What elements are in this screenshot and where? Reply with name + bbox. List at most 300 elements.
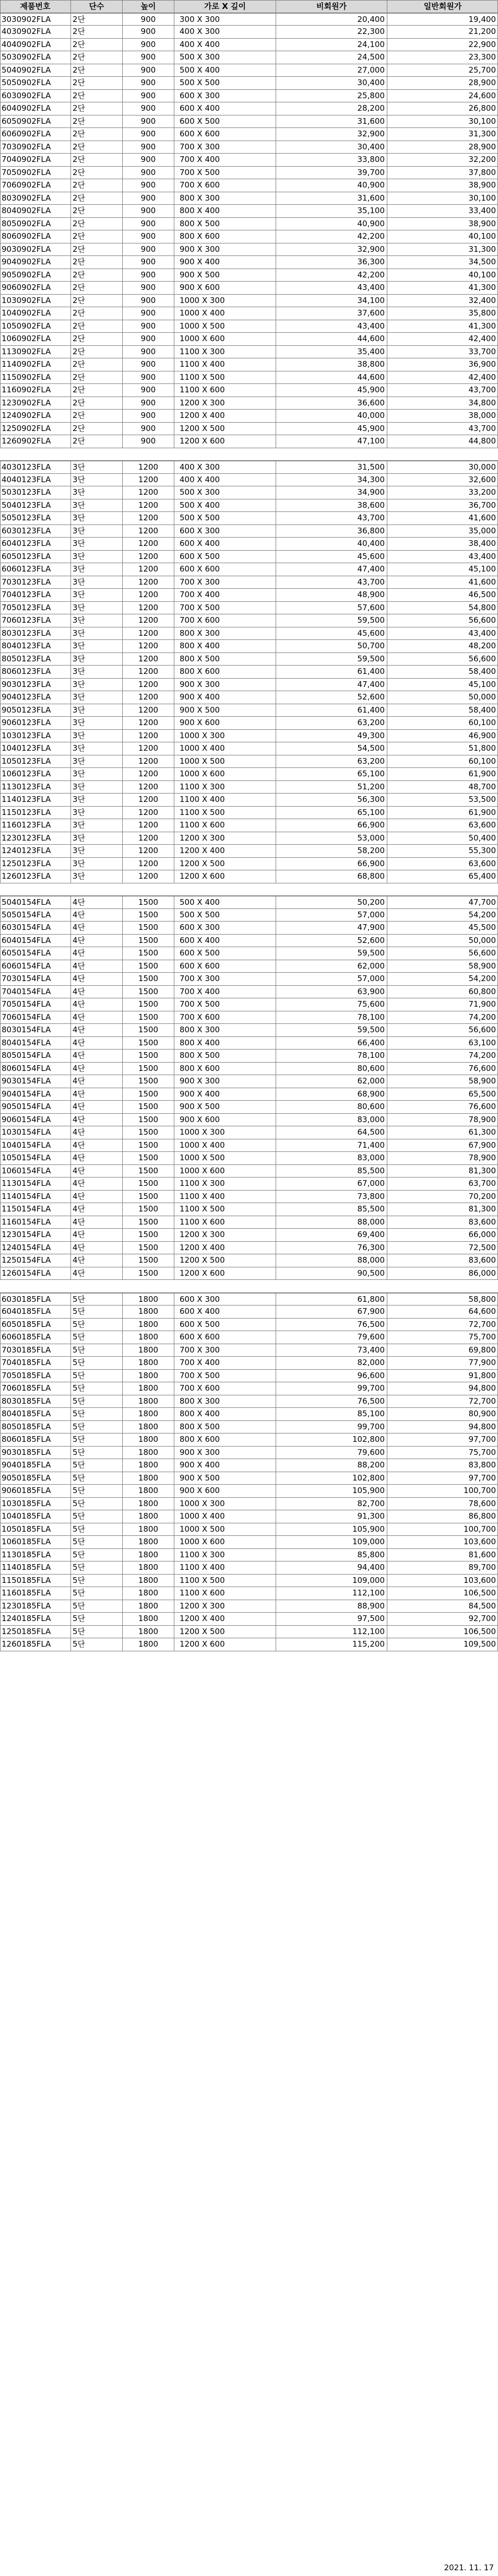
cell-product-code: 8030902FLA [2, 193, 51, 203]
cell-member-price: 25,700 [468, 65, 496, 75]
cell-nonmember-price: 64,500 [357, 1127, 385, 1137]
cell-size: 1200 X 500 [180, 1255, 225, 1265]
cell-size: 1000 X 600 [180, 1537, 225, 1546]
cell-tier: 3단 [73, 654, 86, 663]
cell-height: 900 [140, 206, 156, 215]
cell-height: 900 [140, 103, 156, 113]
grid-line [0, 614, 1, 627]
table-row [0, 474, 498, 487]
cell-size: 1000 X 300 [180, 1127, 225, 1137]
cell-size: 1000 X 400 [180, 1511, 225, 1521]
cell-member-price: 106,500 [463, 1588, 496, 1598]
table-row [0, 230, 498, 243]
cell-product-code: 1160154FLA [2, 1217, 51, 1227]
cell-member-price: 46,900 [468, 730, 496, 740]
cell-tier: 3단 [73, 628, 86, 638]
cell-member-price: 48,700 [468, 782, 496, 791]
cell-member-price: 76,600 [468, 1063, 496, 1073]
grid-line [70, 1395, 71, 1408]
grid-line [122, 486, 123, 499]
cell-tier: 5단 [73, 1307, 86, 1316]
cell-member-price: 75,700 [468, 1447, 496, 1457]
cell-tier: 5단 [73, 1575, 86, 1585]
cell-product-code: 8040123FLA [2, 641, 51, 650]
cell-size: 1200 X 300 [180, 1601, 225, 1611]
grid-line [122, 371, 123, 384]
cell-size: 800 X 600 [180, 667, 220, 676]
cell-product-code: 1030902FLA [2, 295, 51, 305]
cell-height: 1800 [138, 1383, 159, 1393]
cell-nonmember-price: 97,500 [357, 1614, 385, 1623]
grid-line [70, 512, 71, 524]
cell-height: 1200 [138, 577, 159, 587]
table-row [0, 384, 498, 397]
cell-nonmember-price: 24,500 [357, 52, 385, 62]
table-row [0, 26, 498, 39]
grid-line [70, 1561, 71, 1574]
cell-size: 700 X 400 [180, 590, 220, 599]
table-header [0, 0, 498, 13]
grid-line [0, 1357, 1, 1369]
grid-line [122, 704, 123, 717]
grid-line [122, 1165, 123, 1178]
grid-line [0, 256, 1, 269]
cell-tier: 5단 [73, 1524, 86, 1534]
cell-nonmember-price: 76,500 [357, 1396, 385, 1406]
cell-size: 1200 X 300 [180, 833, 225, 843]
grid-line [122, 115, 123, 128]
cell-height: 900 [140, 372, 156, 382]
grid-line [70, 295, 71, 307]
cell-tier: 5단 [73, 1639, 86, 1649]
cell-member-price: 46,500 [468, 590, 496, 599]
cell-tier: 3단 [73, 692, 86, 702]
header-tier: 단수 [89, 2, 104, 11]
cell-tier: 2단 [73, 14, 86, 24]
cell-product-code: 7040154FLA [2, 986, 51, 996]
cell-product-code: 9060902FLA [2, 283, 51, 292]
cell-size: 900 X 300 [180, 1076, 220, 1086]
grid-line [70, 1498, 71, 1510]
cell-size: 1200 X 500 [180, 423, 225, 433]
grid-line [70, 781, 71, 794]
grid-line [70, 563, 71, 576]
cell-nonmember-price: 83,000 [357, 1114, 385, 1124]
cell-member-price: 51,800 [468, 743, 496, 753]
cell-nonmember-price: 34,100 [357, 295, 385, 305]
table-row [0, 486, 498, 499]
cell-tier: 4단 [73, 1153, 86, 1162]
cell-size: 1100 X 300 [180, 782, 225, 791]
cell-size: 800 X 500 [180, 1051, 220, 1060]
cell-product-code: 6040123FLA [2, 539, 51, 548]
cell-member-price: 44,800 [468, 436, 496, 446]
cell-tier: 2단 [73, 346, 86, 356]
cell-size: 1200 X 400 [180, 1614, 225, 1623]
grid-line [0, 230, 1, 243]
cell-member-price: 58,800 [468, 1294, 496, 1304]
grid-line [0, 1561, 1, 1574]
cell-size: 500 X 400 [180, 897, 220, 907]
cell-tier: 2단 [73, 65, 86, 75]
grid-line [122, 256, 123, 269]
cell-height: 1500 [138, 961, 159, 971]
table-row [0, 551, 498, 564]
cell-member-price: 21,200 [468, 27, 496, 36]
cell-height: 1200 [138, 641, 159, 650]
cell-size: 1200 X 500 [180, 1626, 225, 1636]
cell-member-price: 56,600 [468, 615, 496, 625]
grid-line [70, 947, 71, 960]
grid-line [122, 935, 123, 947]
table-row [0, 1587, 498, 1600]
grid-line [122, 563, 123, 576]
grid-line [70, 998, 71, 1011]
cell-member-price: 58,900 [468, 961, 496, 971]
cell-size: 900 X 600 [180, 1114, 220, 1124]
cell-tier: 4단 [73, 999, 86, 1009]
table-row [0, 154, 498, 167]
table-row [0, 870, 498, 883]
table-row [0, 1421, 498, 1434]
grid-line [0, 435, 1, 448]
cell-nonmember-price: 85,500 [357, 1165, 385, 1175]
grid-line [70, 896, 71, 908]
cell-size: 1000 X 500 [180, 321, 225, 331]
cell-nonmember-price: 47,900 [357, 923, 385, 932]
grid-line [122, 1050, 123, 1062]
grid-line [0, 1638, 1, 1651]
cell-tier: 5단 [73, 1447, 86, 1457]
cell-member-price: 35,800 [468, 308, 496, 318]
cell-size: 400 X 300 [180, 27, 220, 36]
cell-member-price: 56,600 [468, 654, 496, 663]
cell-tier: 2단 [73, 90, 86, 100]
cell-product-code: 1150185FLA [2, 1575, 51, 1585]
grid-line [70, 1344, 71, 1357]
cell-nonmember-price: 51,200 [357, 782, 385, 791]
cell-nonmember-price: 59,500 [357, 615, 385, 625]
grid-line [70, 1063, 71, 1075]
cell-nonmember-price: 112,100 [352, 1588, 385, 1598]
table-row [0, 371, 498, 384]
cell-member-price: 36,700 [468, 500, 496, 510]
cell-member-price: 89,700 [468, 1563, 496, 1572]
table-row [0, 614, 498, 627]
table-row [0, 13, 498, 26]
cell-member-price: 76,600 [468, 1102, 496, 1111]
cell-member-price: 35,000 [468, 526, 496, 535]
cell-tier: 5단 [73, 1345, 86, 1355]
cell-height: 1500 [138, 897, 159, 907]
cell-tier: 3단 [73, 795, 86, 804]
cell-tier: 4단 [73, 1114, 86, 1124]
grid-line [0, 1203, 1, 1216]
cell-height: 1800 [138, 1447, 159, 1457]
cell-tier: 5단 [73, 1588, 86, 1598]
table-row [0, 1433, 498, 1447]
cell-nonmember-price: 67,900 [357, 1307, 385, 1316]
grid-line [0, 1139, 1, 1152]
cell-nonmember-price: 88,000 [357, 1255, 385, 1265]
cell-tier: 3단 [73, 833, 86, 843]
grid-line [0, 410, 1, 422]
grid-line [70, 1203, 71, 1216]
cell-tier: 5단 [73, 1473, 86, 1483]
cell-product-code: 9040154FLA [2, 1089, 51, 1099]
cell-member-price: 84,500 [468, 1601, 496, 1611]
grid-line [70, 1587, 71, 1600]
cell-height: 900 [140, 218, 156, 228]
cell-nonmember-price: 49,300 [357, 730, 385, 740]
grid-line [70, 755, 71, 768]
table-row [0, 1050, 498, 1063]
cell-tier: 5단 [73, 1396, 86, 1406]
grid-line [122, 64, 123, 77]
grid-line [70, 371, 71, 384]
grid-line [70, 1510, 71, 1523]
cell-nonmember-price: 56,300 [357, 795, 385, 804]
cell-product-code: 1140185FLA [2, 1563, 51, 1572]
cell-height: 1200 [138, 807, 159, 817]
grid-line [0, 167, 1, 179]
cell-tier: 2단 [73, 295, 86, 305]
grid-line [122, 717, 123, 729]
cell-member-price: 54,200 [468, 974, 496, 983]
cell-product-code: 1130185FLA [2, 1549, 51, 1559]
grid-line [0, 423, 1, 435]
table-row [0, 986, 498, 999]
cell-size: 500 X 300 [180, 487, 220, 497]
grid-line [70, 423, 71, 435]
cell-product-code: 9050902FLA [2, 270, 51, 279]
grid-line [70, 1050, 71, 1062]
cell-product-code: 1140902FLA [2, 359, 51, 369]
table-row [0, 1063, 498, 1076]
cell-height: 1800 [138, 1614, 159, 1623]
cell-height: 1800 [138, 1435, 159, 1444]
cell-size: 900 X 500 [180, 1102, 220, 1111]
cell-height: 1800 [138, 1460, 159, 1470]
cell-height: 1200 [138, 846, 159, 855]
cell-tier: 2단 [73, 321, 86, 331]
cell-tier: 4단 [73, 974, 86, 983]
cell-size: 800 X 400 [180, 1038, 220, 1047]
cell-size: 1100 X 500 [180, 1575, 225, 1585]
grid-line [122, 640, 123, 652]
grid-line [122, 167, 123, 179]
cell-height: 1200 [138, 833, 159, 843]
cell-nonmember-price: 66,900 [357, 820, 385, 830]
cell-product-code: 8060154FLA [2, 1063, 51, 1073]
grid-line [0, 1536, 1, 1548]
table-row [0, 653, 498, 666]
table-row [0, 1459, 498, 1472]
cell-height: 900 [140, 78, 156, 87]
grid-line [122, 1421, 123, 1433]
cell-tier: 3단 [73, 500, 86, 510]
grid-line [122, 1498, 123, 1510]
cell-size: 400 X 400 [180, 474, 220, 484]
cell-member-price: 70,200 [468, 1191, 496, 1201]
grid-line [70, 154, 71, 166]
cell-size: 700 X 600 [180, 615, 220, 625]
cell-product-code: 6050154FLA [2, 948, 51, 958]
grid-line [122, 1254, 123, 1267]
cell-size: 1100 X 400 [180, 1563, 225, 1572]
cell-product-code: 4030902FLA [2, 27, 51, 36]
cell-product-code: 1230123FLA [2, 833, 51, 843]
cell-height: 900 [140, 39, 156, 49]
cell-nonmember-price: 35,400 [357, 346, 385, 356]
grid-line [70, 935, 71, 947]
grid-line [0, 307, 1, 320]
cell-product-code: 1050185FLA [2, 1524, 51, 1534]
cell-product-code: 9050185FLA [2, 1473, 51, 1483]
cell-height: 1200 [138, 730, 159, 740]
grid-line [70, 1267, 71, 1280]
grid-line [122, 1561, 123, 1574]
grid-line [0, 1050, 1, 1062]
cell-product-code: 6050902FLA [2, 116, 51, 126]
grid-line [122, 1, 123, 13]
cell-size: 600 X 400 [180, 103, 220, 113]
cell-size: 800 X 300 [180, 193, 220, 203]
cell-product-code: 9060123FLA [2, 718, 51, 727]
cell-height: 1200 [138, 679, 159, 689]
cell-nonmember-price: 63,900 [357, 986, 385, 996]
cell-nonmember-price: 35,100 [357, 206, 385, 215]
cell-height: 900 [140, 308, 156, 318]
cell-nonmember-price: 45,900 [357, 423, 385, 433]
cell-nonmember-price: 75,600 [357, 999, 385, 1009]
cell-tier: 3단 [73, 820, 86, 830]
grid-line [70, 358, 71, 371]
cell-tier: 2단 [73, 193, 86, 203]
cell-size: 1100 X 400 [180, 1191, 225, 1201]
grid-line [0, 1229, 1, 1241]
cell-height: 1500 [138, 1242, 159, 1252]
cell-product-code: 7030154FLA [2, 974, 51, 983]
grid-line [70, 819, 71, 832]
cell-size: 500 X 500 [180, 513, 220, 522]
cell-nonmember-price: 38,600 [357, 500, 385, 510]
cell-height: 1800 [138, 1396, 159, 1406]
cell-product-code: 1040154FLA [2, 1140, 51, 1150]
cell-product-code: 7060123FLA [2, 615, 51, 625]
cell-product-code: 1150154FLA [2, 1204, 51, 1214]
cell-tier: 5단 [73, 1319, 86, 1329]
table-row [0, 320, 498, 333]
grid-line [122, 1191, 123, 1203]
cell-product-code: 6030154FLA [2, 923, 51, 932]
grid-line [122, 730, 123, 742]
cell-product-code: 1050154FLA [2, 1153, 51, 1162]
grid-line [122, 1549, 123, 1561]
grid-line [0, 512, 1, 524]
grid-line [122, 1306, 123, 1318]
cell-nonmember-price: 34,900 [357, 487, 385, 497]
cell-height: 900 [140, 270, 156, 279]
grid-line [70, 1037, 71, 1050]
cell-size: 600 X 500 [180, 948, 220, 958]
cell-product-code: 8040154FLA [2, 1038, 51, 1047]
cell-height: 1500 [138, 974, 159, 983]
cell-tier: 2단 [73, 334, 86, 343]
cell-member-price: 19,400 [468, 14, 496, 24]
grid-line [122, 1472, 123, 1485]
cell-nonmember-price: 67,000 [357, 1179, 385, 1188]
grid-line [70, 807, 71, 819]
grid-line [0, 909, 1, 922]
cell-height: 900 [140, 14, 156, 24]
grid-line [0, 90, 1, 102]
cell-member-price: 40,100 [468, 231, 496, 241]
grid-line [0, 461, 1, 473]
grid-line [70, 1152, 71, 1164]
cell-nonmember-price: 34,300 [357, 474, 385, 484]
grid-line [0, 1498, 1, 1510]
table-row [0, 781, 498, 794]
cell-height: 1500 [138, 1025, 159, 1034]
grid-line [70, 486, 71, 499]
cell-product-code: 1140123FLA [2, 795, 51, 804]
grid-line [122, 1485, 123, 1497]
cell-product-code: 7060902FLA [2, 180, 51, 190]
table-row [0, 679, 498, 692]
grid-line [70, 461, 71, 473]
table-row [0, 115, 498, 129]
table-row [0, 461, 498, 474]
cell-size: 1100 X 400 [180, 359, 225, 369]
cell-size: 1000 X 400 [180, 1140, 225, 1150]
table-row [0, 512, 498, 525]
grid-line [0, 1447, 1, 1459]
cell-nonmember-price: 65,100 [357, 807, 385, 817]
cell-nonmember-price: 36,600 [357, 398, 385, 407]
cell-product-code: 9040185FLA [2, 1460, 51, 1470]
group-separator [0, 448, 498, 461]
cell-size: 1000 X 300 [180, 730, 225, 740]
grid-line [0, 371, 1, 384]
grid-line [0, 679, 1, 691]
cell-tier: 2단 [73, 27, 86, 36]
cell-height: 1800 [138, 1345, 159, 1355]
cell-nonmember-price: 61,400 [357, 667, 385, 676]
grid-line [0, 704, 1, 717]
grid-line [122, 1626, 123, 1638]
cell-member-price: 42,400 [468, 334, 496, 343]
grid-line [122, 128, 123, 141]
cell-member-price: 81,300 [468, 1165, 496, 1175]
table-row [0, 1638, 498, 1651]
cell-nonmember-price: 80,600 [357, 1063, 385, 1073]
grid-line [70, 768, 71, 780]
grid-line [0, 1523, 1, 1536]
cell-product-code: 1060123FLA [2, 769, 51, 778]
cell-member-price: 26,800 [468, 103, 496, 113]
grid-line [0, 1075, 1, 1088]
table-row [0, 1319, 498, 1332]
grid-line [122, 1011, 123, 1024]
grid-line [0, 922, 1, 934]
grid-line [70, 1331, 71, 1344]
grid-line [70, 333, 71, 345]
grid-line [70, 218, 71, 230]
cell-product-code: 1160185FLA [2, 1588, 51, 1598]
cell-size: 700 X 500 [180, 1370, 220, 1380]
cell-height: 1800 [138, 1537, 159, 1546]
